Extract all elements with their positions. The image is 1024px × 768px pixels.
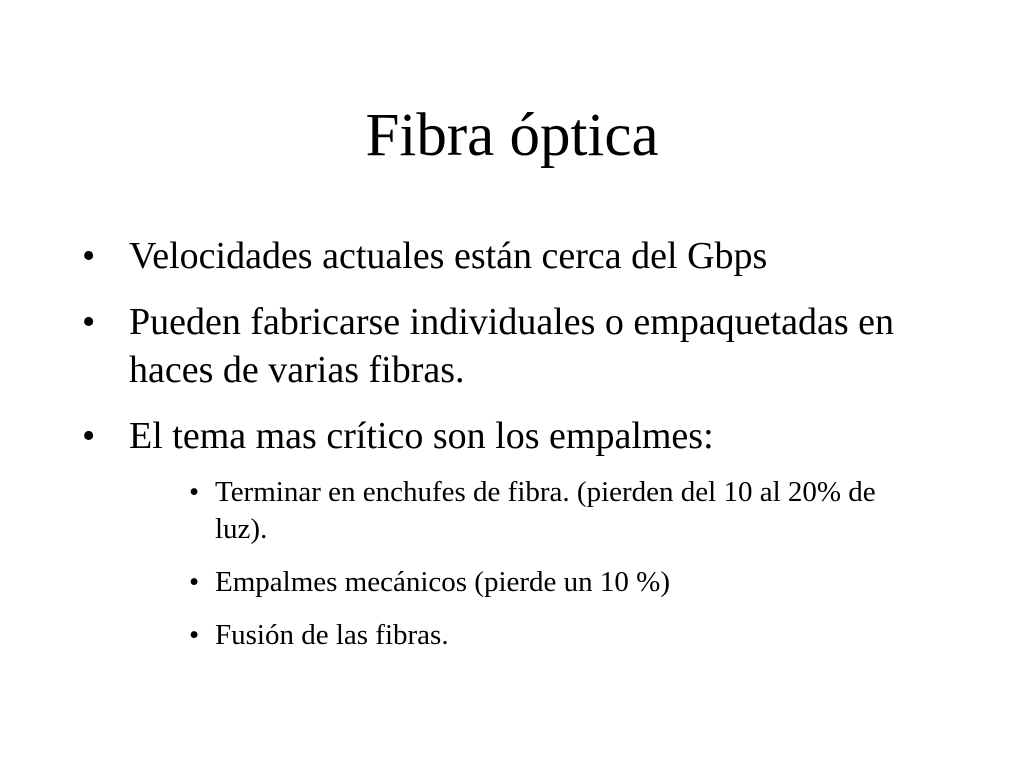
slide-title: Fibra óptica bbox=[365, 102, 659, 169]
bullet-text: El tema mas crítico son los empalmes: bbox=[129, 415, 714, 457]
subbullet-item bbox=[189, 474, 889, 548]
subbullet-list bbox=[189, 474, 889, 654]
bullet-dot-icon: • bbox=[82, 301, 96, 343]
bullet-dot-icon: • bbox=[82, 235, 96, 277]
subbullet-text: Fusión de las fibras. bbox=[215, 619, 449, 651]
bullet-text: Velocidades actuales están cerca del Gbps bbox=[129, 235, 768, 277]
subbullet-dot-icon: • bbox=[189, 619, 200, 651]
subbullet-text: Terminar en enchufes de fibra. (pierden del 10 al 20% de luz). bbox=[215, 476, 876, 545]
subbullet-dot-icon: • bbox=[189, 476, 200, 508]
bullet-dot-icon: • bbox=[82, 415, 96, 457]
bullet-item bbox=[82, 298, 962, 394]
bullet-text: Pueden fabricarse individuales o empaquetadas en haces de varias fibras. bbox=[129, 301, 894, 391]
subbullet-dot-icon: • bbox=[189, 566, 200, 598]
bullet-item bbox=[82, 412, 962, 654]
bullet-item bbox=[82, 232, 962, 280]
subbullet-item bbox=[189, 617, 889, 654]
subbullet-item bbox=[189, 564, 889, 601]
subbullet-text: Empalmes mecánicos (pierde un 10 %) bbox=[215, 566, 670, 598]
bullet-list bbox=[82, 232, 962, 672]
